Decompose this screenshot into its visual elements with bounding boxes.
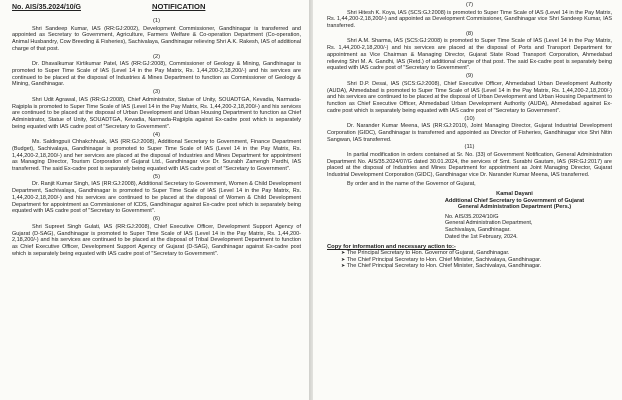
copy-recipient-list — [327, 250, 612, 270]
order-line: By order and in the name of the Governor of Gujarat, — [347, 180, 476, 187]
paragraph-number: (7) — [465, 2, 474, 8]
paragraph-7 — [327, 2, 612, 30]
paragraph-text: Shri Supreet Singh Gulati, IAS (RR:GJ:2008), Chief Executive Officer, Development Support Agency of Gujarat (D-SAG), Gandhinagar is promoted to Super Time Scale of IAS (Level 14 in the Pay Matrix, Rs. 1,44,200-2,18,200/-) and his services are continued to be placed at the disposal of Tribal Development Department to function as Chief Executive Officer, Development Support Agency of Gujarat (D-SAG), Gandhinagar against Ex-cadre post which is separately being equated with IAS cadre post of "Secretary to Government". — [12, 223, 301, 257]
notification-title: NOTIFICATION — [152, 2, 206, 11]
paragraph-text: Shri A.M. Sharma, IAS (SCS:GJ:2008) is promoted to Super Time Scale of IAS (Level 14 in the Pay Matrix, Rs. 1,44,200-2,18,200/-) and his services are placed at the disposal of Ports and Transport Department for appointment as Vice Chairman & Managing Director, Gujarat State Road Transport Corporation, Ahmedabad relieving Shri M. A. Gandhi, IAS (Retd.) of additional charge of that post. The said Ex-cadre post is separately being equated with IAS cadre post of "Secretary to Government". — [327, 38, 612, 72]
paragraph-number: (10) — [464, 115, 475, 122]
paragraph-number: (4) — [152, 131, 161, 138]
paragraph-text: Shri D.P. Desai, IAS (SCS:GJ:2008), Chief Executive Officer, Ahmedabad Urban Development Authority (AUDA), Ahmedabad is promoted to Super Time Scale of IAS (Level 14 in the Pay Matrix, Rs. 1,44,200-2,18,200/-) and his services are continued to be placed at the disposal of Urban Development and Urban Housing Department to function as Chief Executive Officer, Ahmedabad Urban Development Authority (AUDA), Ahmedabad against Ex-cadre post which is separately being equated with IAS cadre post of "Secretary to Government". — [327, 80, 612, 114]
paragraph-text: Dr. Dhavalkumar Kirtikumar Patel, IAS (RR:GJ:2008), Commissioner of Geology & Mining, Gandhinagar is promoted to Super Time Scale of IAS (Level 14 in the Pay Matrix, Rs. 1,44,200-2,18,200/-) and his services are continued to be placed at the disposal of Industries & Mines Department to function as Commissioner of Geology & Mining, Gandhinagar. — [12, 61, 301, 88]
paragraph-text: Ms. Saldingpuii Chhakchhuak, IAS (RR:GJ:2008), Additional Secretary to Government, Finance Department (Budget), Sachivalaya, Gandhinagar is promoted to Super Time Scale of IAS (Level 14 in the Pay Matrix, Rs. 1,44,200-2,18,200/-) and her services are placed at the disposal of Industries and Mines Department for appointment as Managing Director, Tourism Corporation of Gujarat Ltd., Gandhinagar vice Dr. Sourabh Zamengh Pardhi, IAS transferred. The said Ex-cadre post is separately being equated with IAS cadre post of "Secretary to Government". — [12, 139, 301, 173]
paragraph-number: (5) — [152, 173, 161, 180]
paragraph-8 — [327, 31, 612, 72]
paragraph-6 — [12, 216, 301, 257]
notification-header — [12, 2, 301, 16]
paragraph-1 — [12, 18, 301, 53]
paragraph-9 — [327, 73, 612, 114]
footer-department: General Administration Department, — [445, 220, 533, 227]
paragraph-number: (8) — [465, 30, 474, 37]
paragraph-3 — [12, 89, 301, 130]
signatory-designation: Additional Chief Secretary to Government of Gujarat — [444, 197, 585, 204]
signature-block — [417, 191, 612, 211]
paragraph-2 — [12, 54, 301, 89]
signatory-department: General Administration Department (Pers.) — [457, 204, 572, 211]
paragraph-number: (3) — [152, 89, 161, 96]
paragraph-number: (2) — [152, 53, 161, 60]
paragraph-text: Dr. Narander Kumar Meena, IAS (RR:GJ:2010), Joint Managing Director, Gujarat Industrial Development Corporation (GIDC), Gandhinagar is transferred and appointed as Director of Fisheries, Gandhinagar vice Shri Nitin Sangwan, IAS transferred. — [327, 123, 612, 143]
signatory-name: Kamal Dayani — [496, 190, 533, 197]
paragraph-text: Shri Sandeep Kumar, IAS (RR:GJ:2002), Development Commissioner, Gandhinagar is transferred and appointed as Secretary to Government, Agriculture, Farmers Welfare & Co-operation Department (Co-operation, Animal Husbandry, Cow Breeding & Fisheries), Sachivalaya, Gandhinagar relieving Shri A.K. Rakesh, IAS of additional charge of that post. — [12, 25, 301, 52]
issue-footer — [445, 214, 612, 240]
left-page — [0, 0, 309, 400]
paragraph-text: In partial modification in orders contained at Sr. No. (33) of Government Notification, General Administration Department No. AIS/35.2024/07/G dated 30.01.2024, the services of Smt. Surabhi Gautam, IAS (RR:GJ:2017) are placed at the disposal of Industries and Mines Department for appointment as Joint Managing Director, Gujarat Industrial Development Corporation (GIDC), Gandhinagar vice Dr. Narander Kumar Meena, IAS transferred. — [327, 151, 612, 179]
paragraph-4 — [12, 132, 301, 173]
copy-recipient: ➤ The Principal Secretary to Hon. Governor of Gujarat, Gandhinagar. — [341, 250, 612, 257]
paragraph-number: (11) — [464, 144, 475, 151]
footer-location: Sachivalaya, Gandhinagar. — [445, 226, 511, 233]
copy-recipient: ➤ The Chief Principal Secretary to Hon. Chief Minister, Sachivalaya, Gandhinagar. — [341, 263, 612, 270]
footer-date: Dated the 1st February, 2024. — [445, 233, 518, 240]
paragraph-number: (9) — [465, 73, 474, 80]
right-page — [313, 0, 622, 400]
footer-order-number: No. AIS/35.2024/10/G — [445, 213, 499, 220]
paragraph-10 — [327, 116, 612, 144]
paragraph-text: Dr. Ranjit Kumar Singh, IAS (RR:GJ:2008), Additional Secretary to Government, Women & Child Development Department, Sachivalaya, Gandhinagar is promoted to Super Time Scale of IAS (Level 14 in the Pay Matrix, Rs. 1,44,200-2,18,200/-) and his services are continued to be placed at the disposal of Women & Child Development Department for appointment as Commissioner of ICDS, Gandhinagar against Ex-cadre post which is separately being equated with IAS cadre post of "Secretary to Government". — [12, 181, 301, 215]
paragraph-text: Shri Hitesh K. Koya, IAS (SCS:GJ:2008) is promoted to Super Time Scale of IAS (Level 14 in the Pay Matrix, Rs. 1,44,200-2,18,200/-) and appointed as Development Commissioner, Gandhinagar vice Shri Sandeep Kumar, IAS transferred. — [327, 9, 612, 30]
copy-heading: Copy for information and necessary action to:- — [327, 244, 456, 251]
paragraph-5 — [12, 174, 301, 215]
paragraph-11 — [327, 144, 612, 179]
order-number: No. AIS/35.2024/10/G — [12, 4, 81, 11]
copy-recipient: ➤ The Chief Principal Secretary to Hon. Chief Minister, Sachivalaya, Gandhinagar. — [341, 257, 612, 264]
paragraph-text: Shri Udit Agrawal, IAS (RR:GJ:2008), Chief Administrator, Statue of Unity, SOUADTGA, Kevadia, Narmada-Rajpipla is promoted to Super Time Scale of IAS (Level 14 in the Pay Matrix, Rs. 1,44,200-2,18,200/-) and his services are continued to be placed at the disposal of Urban Development and Urban Housing Department to function as Chief Administrator, Statue of Unity, SOUADTGA, Kevadia, Narmada-Rajpipla against Ex-cadre post which is separately being equated with IAS cadre post of "Secretary to Government". — [12, 96, 301, 130]
paragraph-number: (1) — [152, 18, 161, 24]
paragraph-number: (6) — [152, 216, 161, 223]
